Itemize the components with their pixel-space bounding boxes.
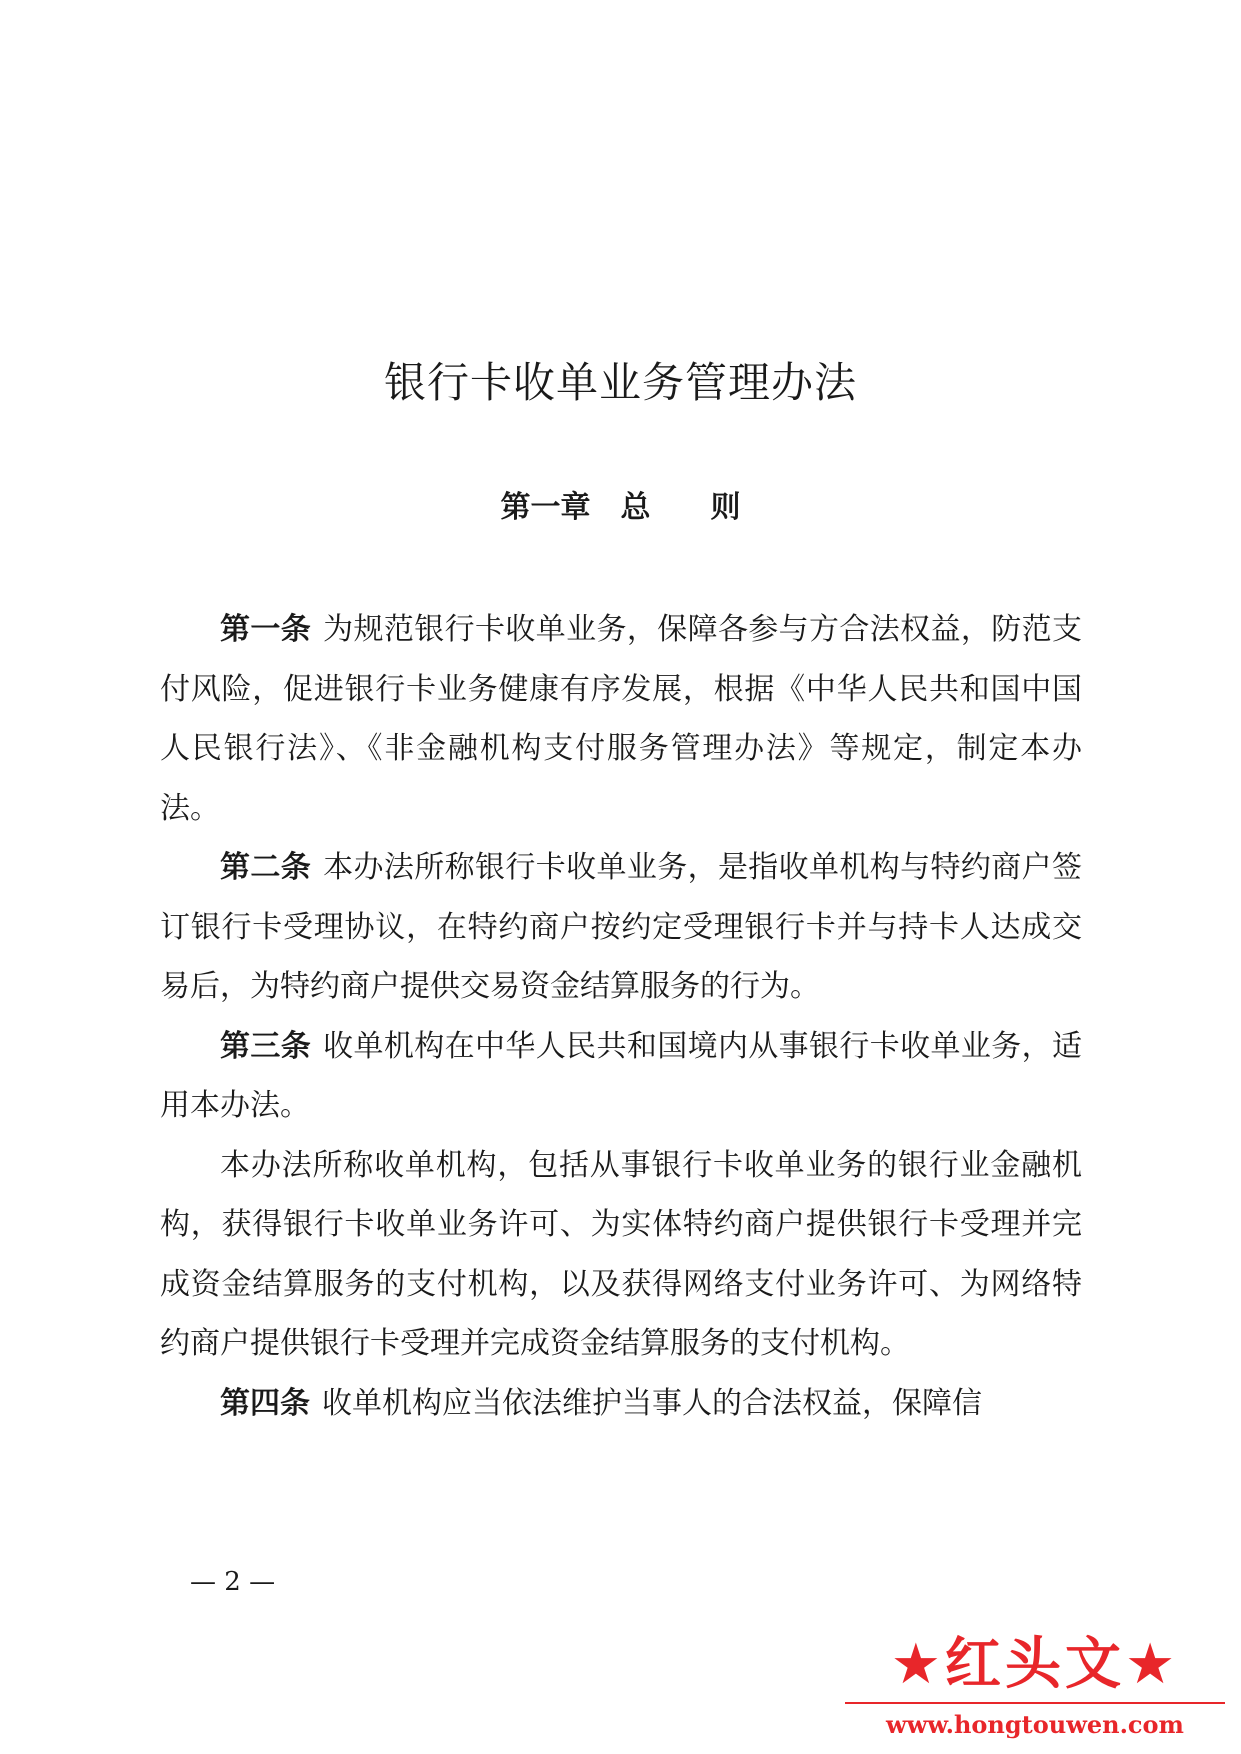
article-label: 第一条 [220, 612, 312, 647]
article-text: 本办法所称收单机构，包括从事银行卡收单业务的银行业金融机构，获得银行卡收单业务许可、为实体特约商户提供银行卡受理并完成资金结算服务的支付机构，以及获得网络支付业务许可、为网络特约商户提供银行卡受理并完成资金结算服务的支付机构。 [160, 1147, 1082, 1361]
article-paragraph [160, 600, 1082, 838]
article-label: 第二条 [220, 850, 312, 885]
article-label: 第四条 [220, 1385, 310, 1421]
watermark-brand-line [845, 1620, 1225, 1700]
document-body [160, 600, 1082, 1433]
article-text: 收单机构应当依法维护当事人的合法权益，保障信 [322, 1385, 982, 1421]
chapter-number: 第一章 [500, 490, 591, 525]
article-paragraph [160, 1017, 1082, 1136]
article-text: 本办法所称银行卡收单业务，是指收单机构与特约商户签订银行卡受理协议，在特约商户按约定受理银行卡并与持卡人达成交易后，为特约商户提供交易资金结算服务的行为。 [160, 850, 1083, 1004]
star-icon: ★ [890, 1632, 945, 1697]
article-paragraph [160, 838, 1082, 1017]
chapter-heading [0, 482, 1241, 526]
article-paragraph [160, 1374, 1082, 1434]
article-text: 为规范银行卡收单业务，保障各参与方合法权益，防范支付风险，促进银行卡业务健康有序发展，根据《中华人民共和国中国人民银行法》、《非金融机构支付服务管理办法》等规定，制定本办法。 [160, 612, 1083, 826]
page-number: — 2 — [190, 1567, 276, 1597]
watermark-brand: 红头文 [945, 1632, 1125, 1697]
chapter-name-part2: 则 [710, 490, 741, 525]
watermark-logo [845, 1620, 1225, 1750]
article-paragraph [160, 1136, 1082, 1374]
watermark-url: www.hongtouwen.com [845, 1702, 1225, 1739]
document-title: 银行卡收单业务管理办法 [383, 358, 857, 407]
article-label: 第三条 [220, 1028, 312, 1064]
chapter-name-part1: 总 [620, 490, 651, 525]
star-icon: ★ [1125, 1632, 1180, 1697]
article-text: 收单机构在中华人民共和国境内从事银行卡收单业务，适用本办法。 [160, 1028, 1083, 1123]
